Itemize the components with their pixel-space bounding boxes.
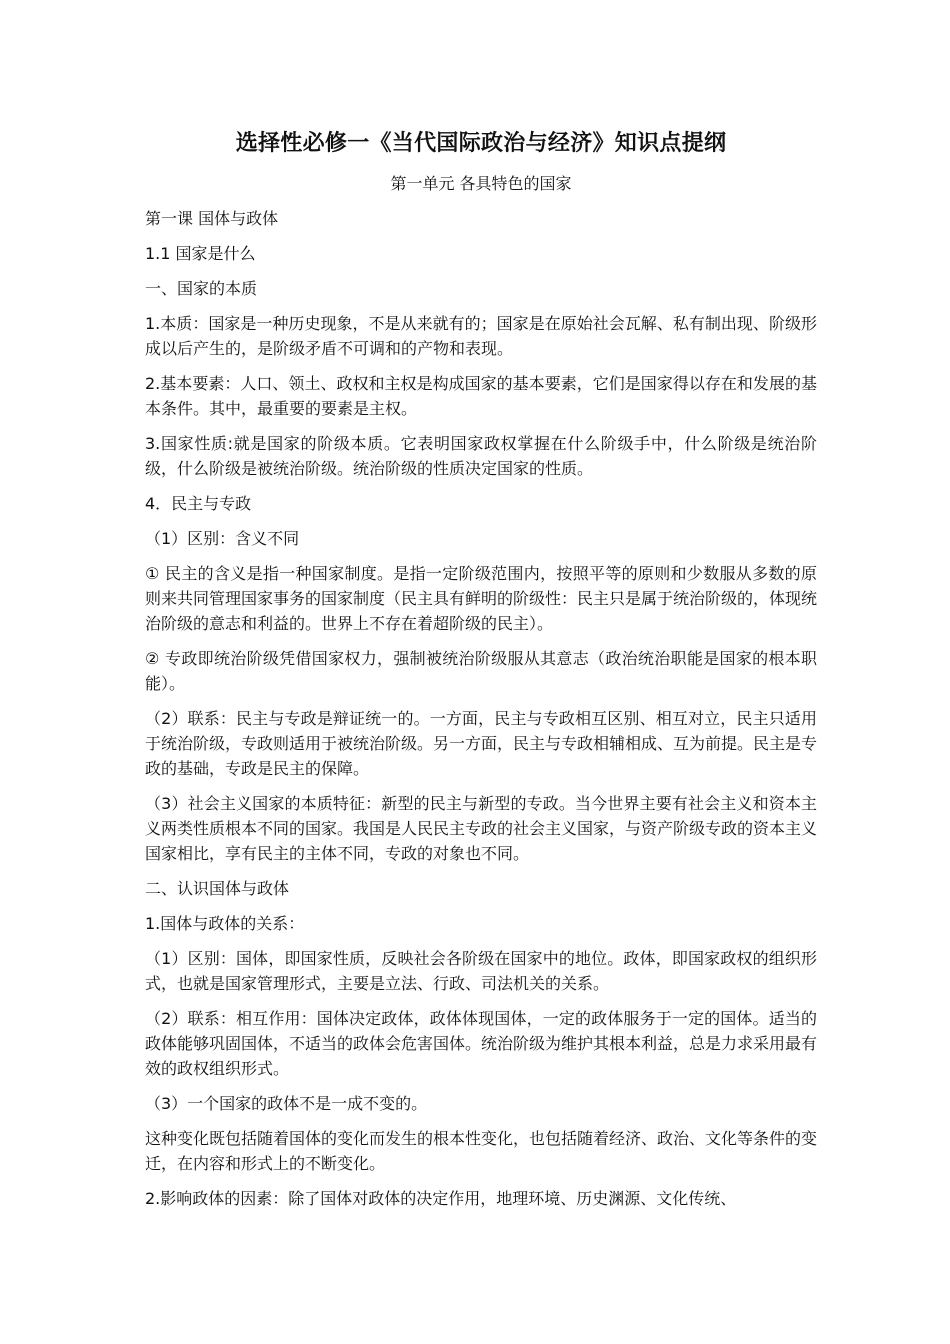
paragraph: 4．民主与专政: [145, 494, 252, 513]
paragraph: 1.国体与政体的关系：: [145, 914, 305, 933]
paragraph: ① 民主的含义是指一种国家制度。是指一定阶级范围内，按照平等的原则和少数服从多数的原则来共同管理国家事务的国家制度（民主具有鲜明的阶级性：民主只是属于统治阶级的，体现统治阶级的意志和利益的。世界上不存在着超阶级的民主）。: [145, 564, 818, 633]
paragraph: （1）区别：含义不同: [145, 529, 300, 548]
document-title: 选择性必修一《当代国际政治与经济》知识点提纲: [235, 131, 727, 156]
paragraph: （2）联系：民主与专政是辩证统一的。一方面，民主与专政相互区别、相互对立，民主只适用于统治阶级，专政则适用于被统治阶级。另一方面，民主与专政相辅相成、互为前提。民主是专政的基础，专政是民主的保障。: [145, 709, 818, 778]
paragraph: （1）区别：国体，即国家性质，反映社会各阶级在国家中的地位。政体，即国家政权的组织形式，也就是国家管理形式，主要是立法、行政、司法机关的关系。: [145, 949, 817, 993]
paragraph: （3）一个国家的政体不是一成不变的。: [145, 1094, 428, 1113]
subsection-heading: 二、认识国体与政体: [145, 879, 290, 898]
subsection-heading: 一、国家的本质: [145, 279, 258, 298]
unit-heading: 第一单元 各具特色的国家: [390, 174, 572, 193]
lesson-heading: 第一课 国体与政体: [145, 209, 279, 228]
paragraph: 2.基本要素：人口、领土、政权和主权是构成国家的基本要素，它们是国家得以存在和发展的基本条件。其中，最重要的要素是主权。: [145, 374, 817, 418]
paragraph: 2.影响政体的因素：除了国体对政体的决定作用，地理环境、历史渊源、文化传统、: [145, 1189, 737, 1208]
paragraph: （2）联系：相互作用：国体决定政体，政体体现国体，一定的政体服务于一定的国体。适当的政体能够巩固国体，不适当的政体会危害国体。统治阶级为维护其根本利益，总是力求采用最有效的政权组织形式。: [145, 1009, 818, 1078]
paragraph: ② 专政即统治阶级凭借国家权力，强制被统治阶级服从其意志（政治统治职能是国家的根本职能）。: [145, 649, 817, 693]
paragraph: 1.本质：国家是一种历史现象，不是从来就有的；国家是在原始社会瓦解、私有制出现、阶级形成以后产生的，是阶级矛盾不可调和的产物和表现。: [145, 314, 817, 358]
paragraph: 3.国家性质:就是国家的阶级本质。它表明国家政权掌握在什么阶级手中，什么阶级是统治阶级，什么阶级是被统治阶级。统治阶级的性质决定国家的性质。: [145, 434, 817, 478]
section-heading: 1.1 国家是什么: [145, 244, 256, 263]
paragraph: （3）社会主义国家的本质特征：新型的民主与新型的专政。当今世界主要有社会主义和资本主义两类性质根本不同的国家。我国是人民民主专政的社会主义国家，与资产阶级专政的资本主义国家相比，享有民主的主体不同，专政的对象也不同。: [145, 794, 818, 863]
paragraph: 这种变化既包括随着国体的变化而发生的根本性变化，也包括随着经济、政治、文化等条件的变迁，在内容和形式上的不断变化。: [145, 1129, 818, 1173]
document-body: [145, 128, 817, 1221]
